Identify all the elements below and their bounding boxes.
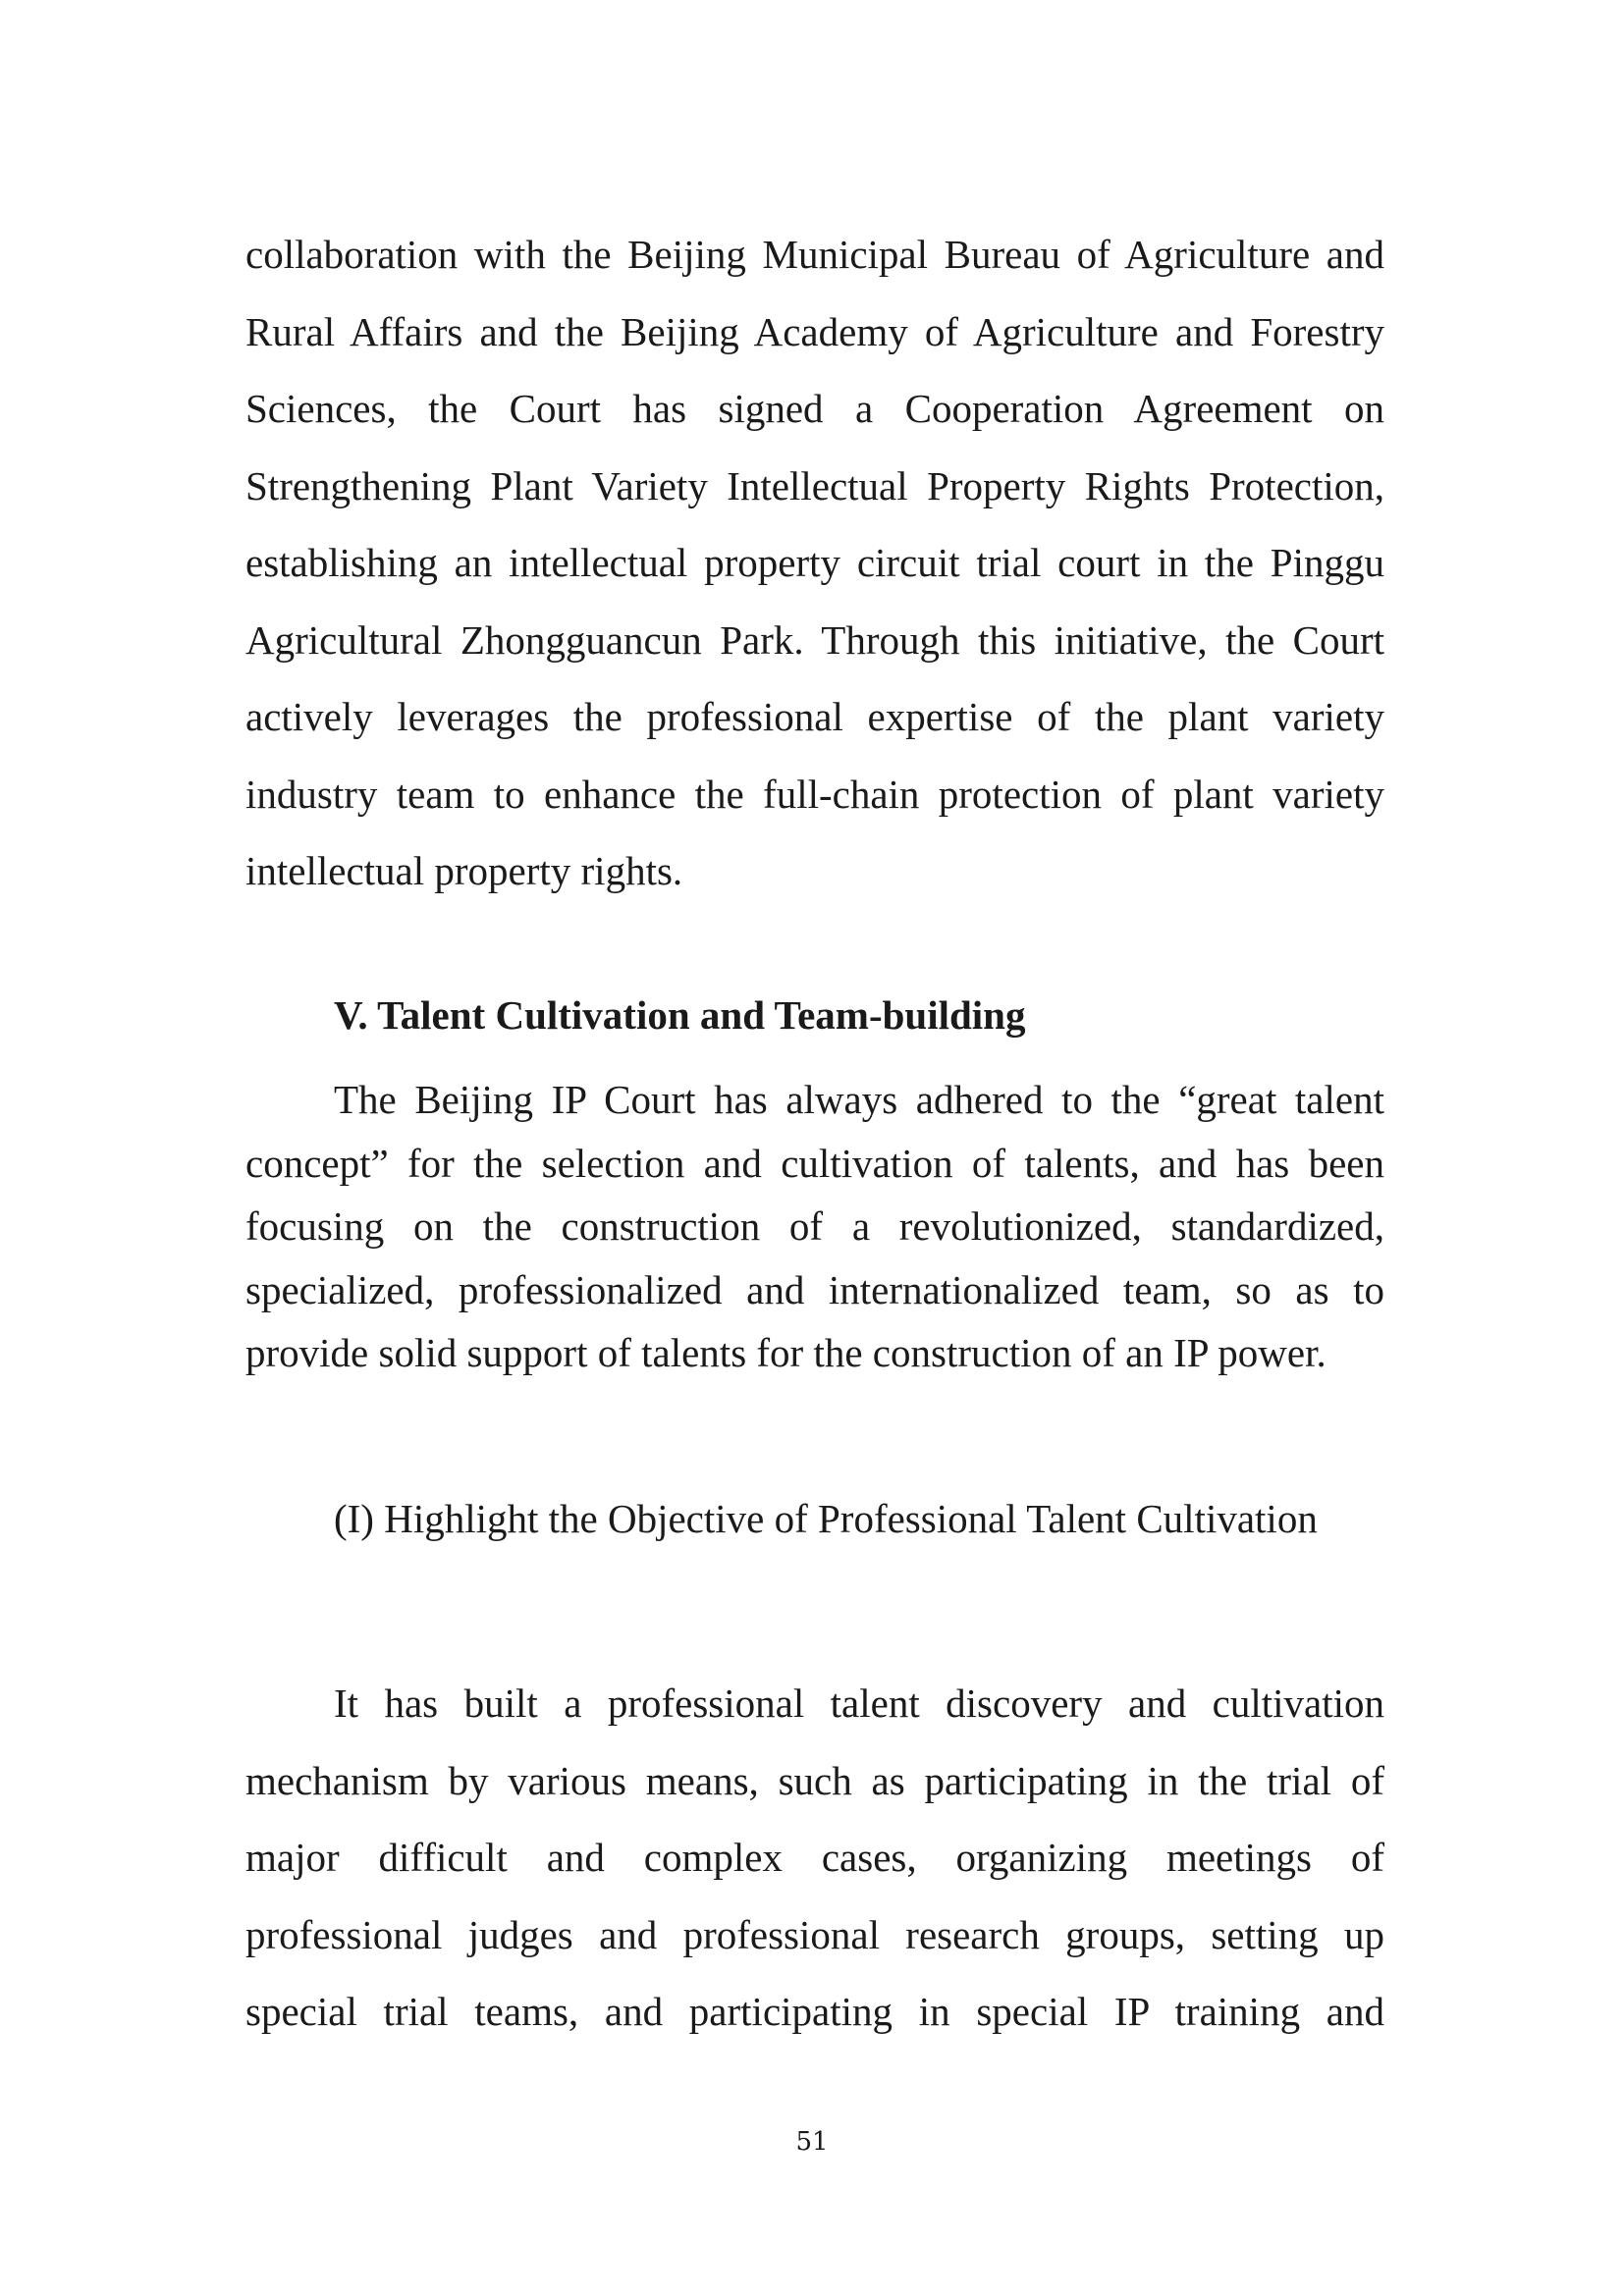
body-paragraph: The Beijing IP Court has always adhered to the “great talent concept” for the selection and cultivation of talents, and has been focusing on the construction of a revolutionized, standardized, specialized, professionalized and internationalized team, so as to provide solid support of talents for the construction of an IP power. [245,1077,1384,1375]
body-paragraph: It has built a professional talent discovery and cultivation mechanism by various means, such as participating in the trial of major difficult and complex cases, organizing meetings of professional judges and professional research groups, setting up special trial teams, and participating in special IP training and [245,1681,1384,2034]
body-paragraph: collaboration with the Beijing Municipal Bureau of Agriculture and Rural Affairs and the Beijing Academy of Agriculture and Forestry Sciences, the Court has signed a Cooperation Agreement on Strengthening Plant Variety Intellectual Property Rights Protection, establishing an intellectual property circuit trial court in the Pinggu Agricultural Zhongguancun Park. Through this initiative, the Court actively leverages the professional expertise of the plant variety industry team to enhance the full-chain protection of plant variety intellectual property rights. [245,232,1384,893]
section-heading: V. Talent Cultivation and Team-building [334,992,1026,1038]
page-number: 51 [795,2127,829,2157]
subsection-heading: (I) Highlight the Objective of Professional Talent Cultivation [334,1496,1318,1541]
